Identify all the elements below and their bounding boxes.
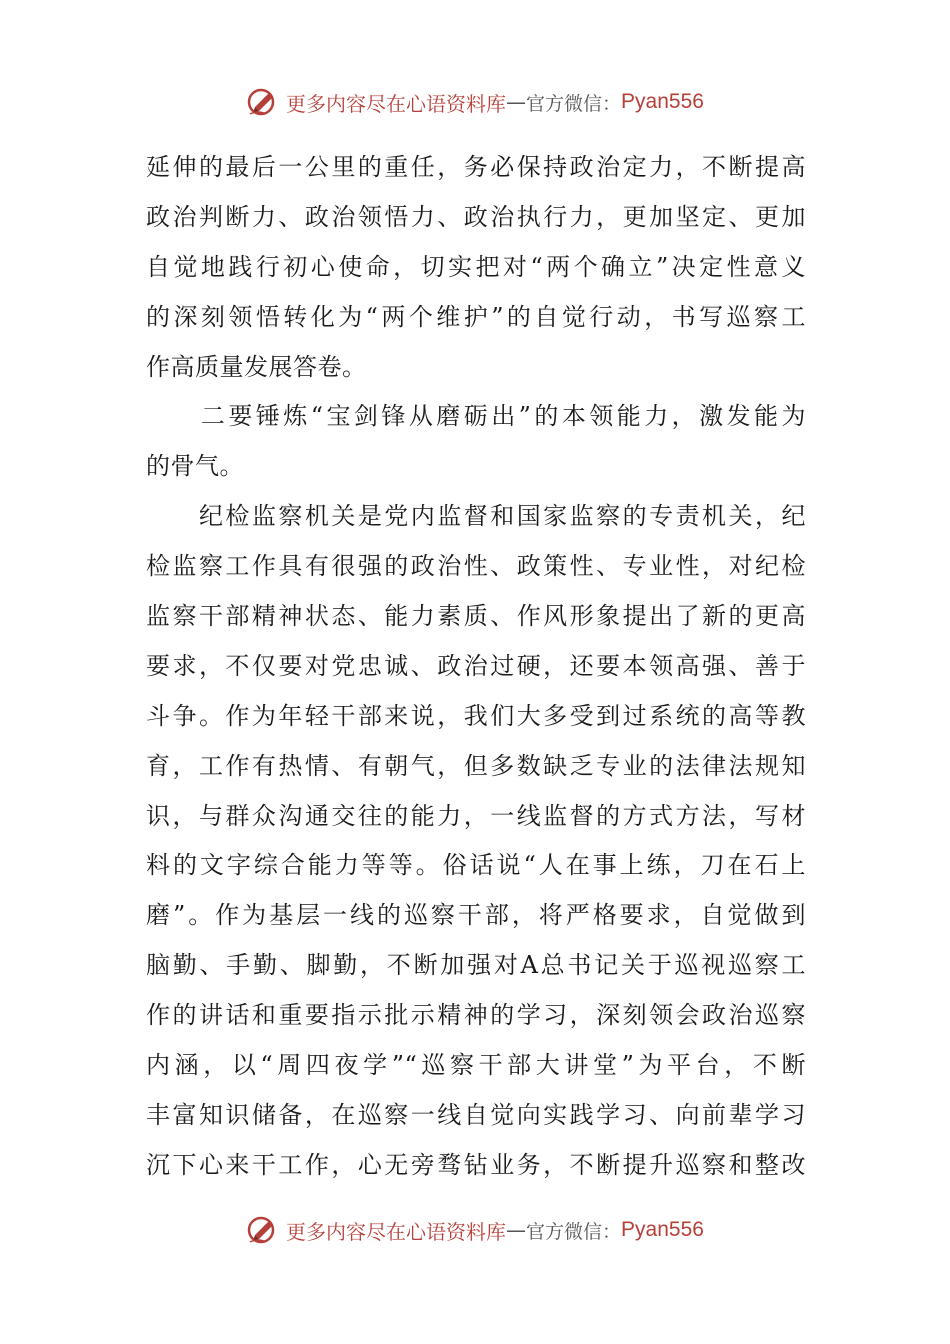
banner-brand-text: 更多内容尽在心语资料库: [286, 1219, 507, 1244]
pen-logo-icon: [246, 85, 280, 119]
pen-logo-icon: [246, 1213, 280, 1247]
banner-wechat-label: 官方微信：: [526, 92, 622, 115]
banner-wechat-id: Pyan556: [621, 1218, 704, 1241]
body-line: 料的文字综合能力等等。俗话说“人在事上练，刀在石上: [146, 851, 806, 880]
body-line: 要求，不仅要对党忠诚、政治过硬，还要本领高强、善于: [146, 651, 806, 680]
body-line: 检监察工作具有很强的政治性、政策性、专业性，对纪检: [146, 552, 806, 581]
body-line: 斗争。作为年轻干部来说，我们大多受到过系统的高等教: [146, 701, 806, 730]
body-line: 磨”。作为基层一线的巡察干部，将严格要求，自觉做到: [146, 901, 806, 930]
footer-banner: [0, 1208, 950, 1252]
header-banner: [0, 80, 950, 124]
banner-brand-text: 更多内容尽在心语资料库: [286, 91, 507, 116]
body-line: 作的讲话和重要指示批示精神的学习，深刻领会政治巡察: [146, 1001, 806, 1030]
body-line: 自觉地践行初心使命，切实把对“两个确立”决定性意义: [146, 252, 806, 281]
banner-wechat-label: 官方微信：: [526, 1220, 622, 1243]
body-line: 纪检监察机关是党内监督和国家监察的专责机关，纪: [146, 502, 806, 531]
body-line: 延伸的最后一公里的重任，务必保持政治定力，不断提高: [146, 153, 806, 181]
body-line: 脑勤、手勤、脚勤，不断加强对A总书记关于巡视巡察工: [146, 951, 806, 980]
body-line: 丰富知识储备，在巡察一线自觉向实践学习、向前辈学习: [146, 1100, 806, 1129]
body-line: 沉下心来干工作，心无旁骛钻业务，不断提升巡察和整改: [146, 1150, 806, 1179]
body-line: 作高质量发展答卷。: [146, 352, 367, 381]
body-line: 的深刻领悟转化为“两个维护”的自觉行动，书写巡察工: [146, 302, 806, 331]
document-body: [146, 143, 806, 1191]
section-heading-line: 的骨气。: [146, 452, 244, 481]
banner-dash: —: [506, 1218, 527, 1242]
body-line: 内涵，以“周四夜学”“巡察干部大讲堂”为平台，不断: [146, 1051, 806, 1080]
section-heading-line: 二要锤炼“宝剑锋从磨砺出”的本领能力，激发能为: [146, 402, 806, 431]
body-line: 识，与群众沟通交往的能力，一线监督的方式方法，写材: [146, 801, 806, 830]
banner-dash: —: [506, 90, 527, 114]
body-line: 育，工作有热情、有朝气，但多数缺乏专业的法律法规知: [146, 751, 806, 780]
body-line: 政治判断力、政治领悟力、政治执行力，更加坚定、更加: [146, 202, 806, 231]
banner-wechat-id: Pyan556: [621, 90, 704, 113]
body-line: 监察干部精神状态、能力素质、作风形象提出了新的更高: [146, 602, 806, 631]
